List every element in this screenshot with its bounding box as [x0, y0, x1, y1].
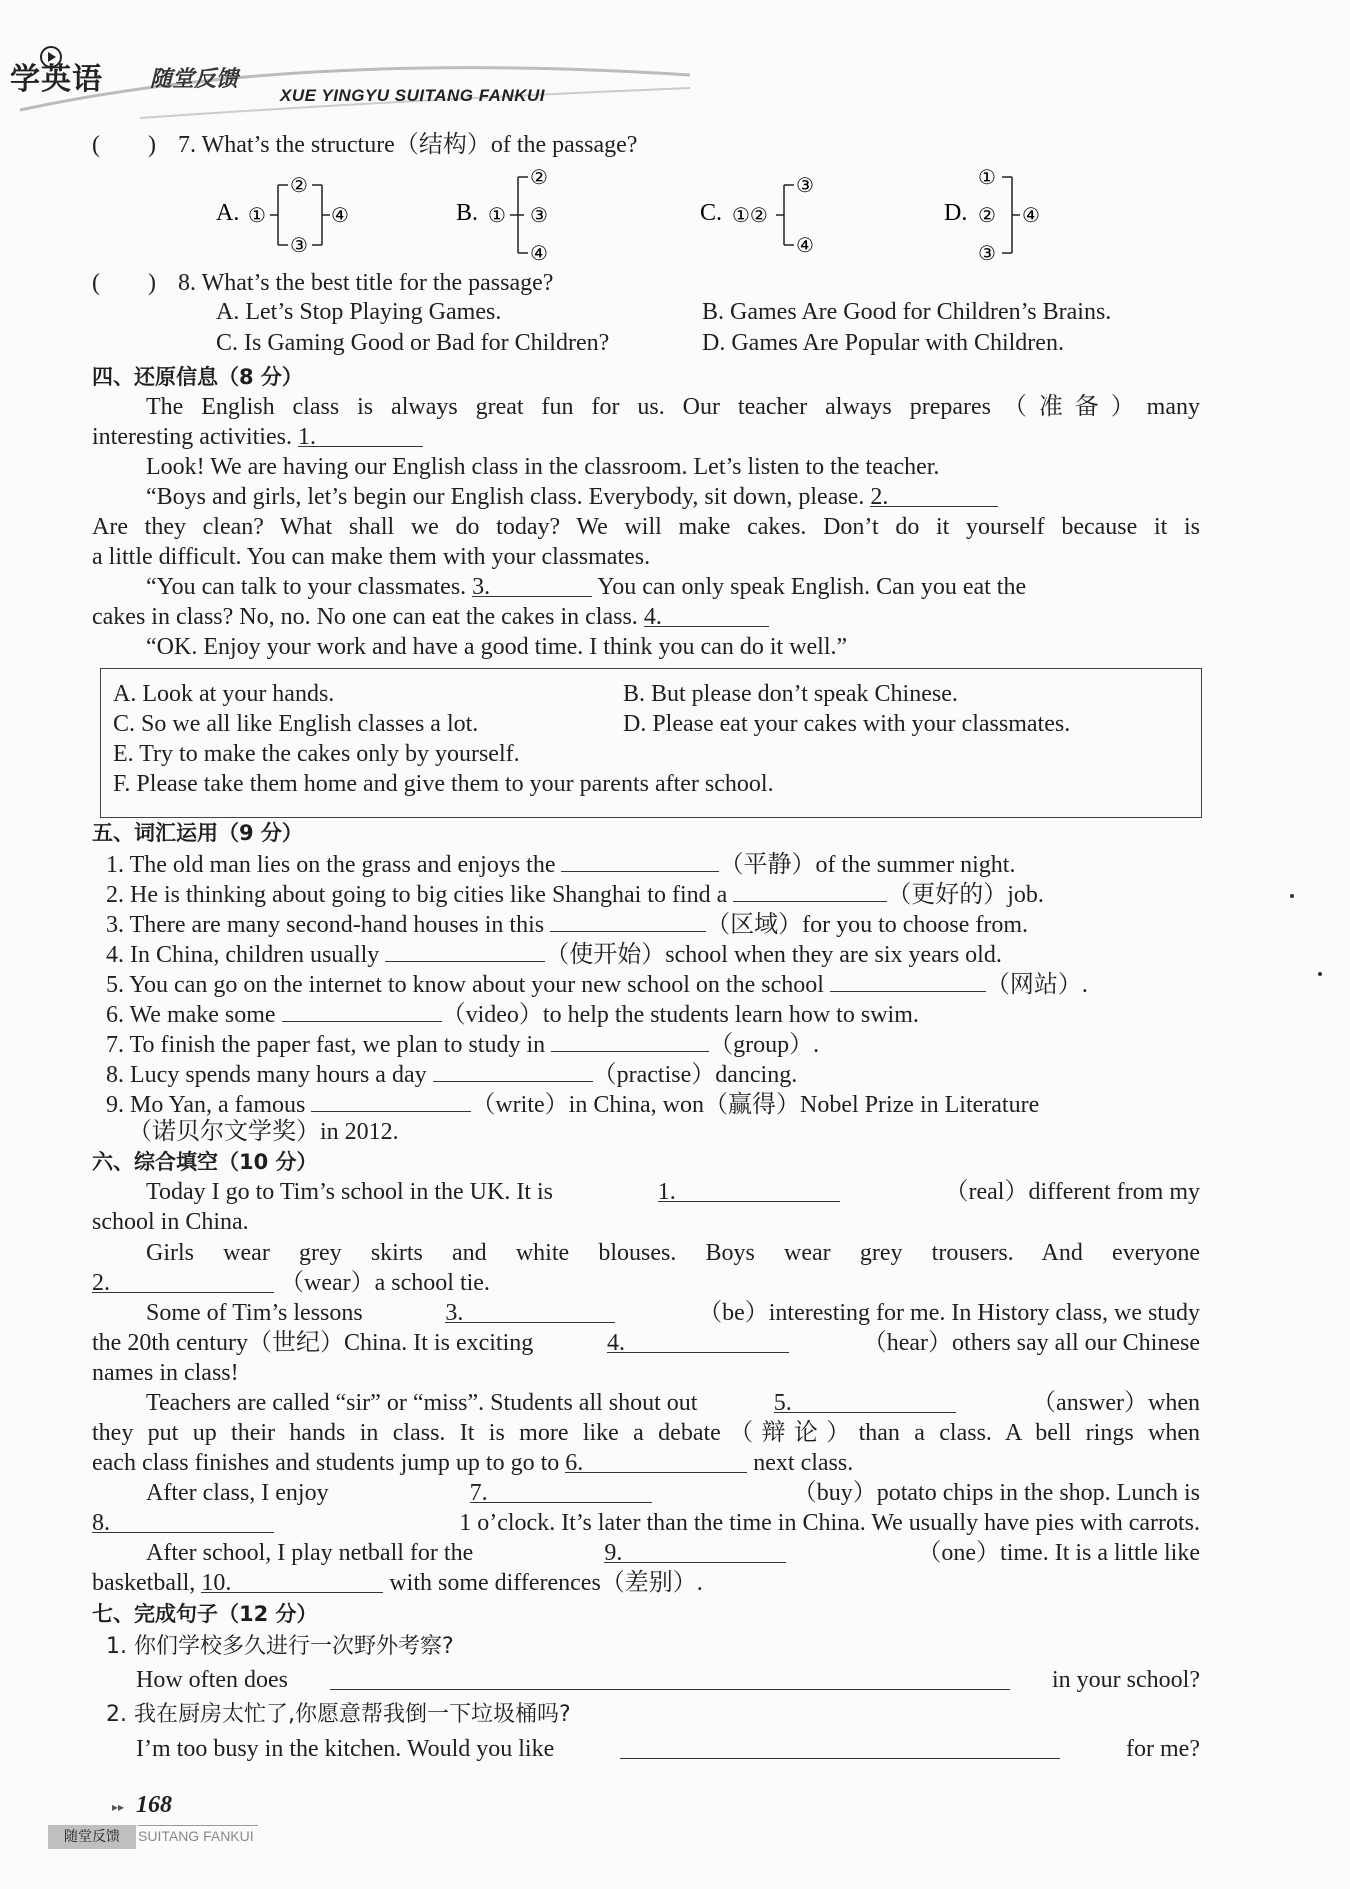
footer-badge: 随堂反馈 [48, 1825, 136, 1849]
blank-4[interactable]: 4. [644, 602, 769, 627]
s6-line-9: they put up their hands in class. It is more like a debate（辩论）than a class. A bell rings when [92, 1420, 1200, 1446]
cloze-blank-4[interactable]: 4. [607, 1328, 789, 1353]
option-a-diagram [216, 165, 396, 265]
circled-number: ①② [732, 203, 768, 227]
vocab-blank[interactable] [733, 877, 887, 902]
question-text: 7. What’s the structure（结构）of the passage? [178, 132, 638, 158]
s6-line-12: 8. 1 o’clock. It’s later than the time in China. We usually have pies with carrots. [92, 1510, 1200, 1536]
cloze-blank-6[interactable]: 6. [565, 1448, 747, 1473]
blank-2[interactable]: 2. [870, 482, 998, 507]
s4-line-3: Look! We are having our English class in the classroom. Let’s listen to the teacher. [146, 454, 940, 480]
circled-number: ① [248, 203, 266, 227]
circled-number: ② [978, 203, 996, 227]
sentence-2-en: I’m too busy in the kitchen. Would you like for me? [136, 1736, 1200, 1762]
circled-number: ③ [290, 233, 308, 257]
option-b-diagram [456, 165, 636, 265]
sentence-2-blank[interactable] [620, 1734, 1060, 1759]
s6-line-5: Some of Tim’s lessons 3. （be）interesting for me. In History class, we study [146, 1300, 1200, 1326]
option-b: B. But please don’t speak Chinese. [623, 681, 958, 707]
vocab-blank[interactable] [830, 967, 986, 992]
cloze-blank-3[interactable]: 3. [445, 1298, 615, 1323]
circled-number: ③ [530, 203, 548, 227]
vocab-blank[interactable] [433, 1057, 593, 1082]
circled-number: ④ [796, 233, 814, 257]
answer-paren[interactable]: ( ) [92, 270, 156, 296]
circled-number: ④ [1022, 203, 1040, 227]
section-4-title: 四、还原信息（8 分） [92, 365, 303, 389]
option-e: E. Try to make the cakes only by yourself. [113, 741, 520, 767]
s6-line-7: names in class! [92, 1360, 239, 1386]
vocab-item-5: 5. You can go on the internet to know about your new school on the school （网站）. [106, 967, 1088, 1000]
footer-divider [138, 1825, 258, 1826]
q8-option-c[interactable]: C. Is Gaming Good or Bad for Children? [216, 330, 610, 356]
vocab-blank[interactable] [551, 1027, 709, 1052]
page-arrows-icon: ▸▸ [112, 1800, 125, 1814]
options-box [100, 668, 1202, 818]
s6-line-2: school in China. [92, 1209, 249, 1235]
s4-line-9: “OK. Enjoy your work and have a good time. I think you can do it well.” [146, 634, 848, 660]
brand-title-cn: 学英语 [10, 62, 103, 97]
s4-line-2: interesting activities. 1. [92, 422, 423, 452]
s4-line-5: Are they clean? What shall we do today? We will make cakes. Don’t do it yourself because it is [92, 514, 1200, 540]
vocab-blank[interactable] [385, 937, 545, 962]
vocab-item-9-cont: （诺贝尔文学奖）in 2012. [128, 1119, 399, 1145]
s4-line-6: a little difficult. You can make them with your classmates. [92, 544, 651, 570]
section-6-title: 六、综合填空（10 分） [92, 1150, 318, 1174]
blank-1[interactable]: 1. [298, 422, 423, 447]
vocab-item-8: 8. Lucy spends many hours a day （practise）dancing. [106, 1057, 797, 1090]
cloze-blank-1[interactable]: 1. [658, 1177, 840, 1202]
vocab-blank[interactable] [561, 847, 719, 872]
option-label: C. [700, 200, 723, 226]
cloze-blank-2[interactable]: 2. [92, 1268, 274, 1293]
cloze-blank-7[interactable]: 7. [470, 1478, 652, 1503]
s6-line-8: Teachers are called “sir” or “miss”. Students all shout out 5. （answer）when [146, 1390, 1200, 1416]
circled-number: ① [978, 165, 996, 189]
vocab-blank[interactable] [311, 1087, 471, 1112]
stray-dot [1318, 972, 1322, 976]
question-8 [92, 268, 553, 298]
option-d-diagram [944, 165, 1124, 265]
vocab-item-2: 2. He is thinking about going to big cities like Shanghai to find a （更好的）job. [106, 877, 1044, 910]
footer-brand-en: SUITANG FANKUI [138, 1828, 254, 1844]
s4-line-7: “You can talk to your classmates. 3. You can only speak English. Can you eat the [146, 574, 1027, 600]
vocab-item-3: 3. There are many second-hand houses in this （区域）for you to choose from. [106, 907, 1028, 940]
option-label: D. [944, 200, 968, 226]
q8-option-d[interactable]: D. Games Are Popular with Children. [702, 330, 1064, 356]
stray-dot [1290, 894, 1294, 898]
question-text: 8. What’s the best title for the passage? [178, 270, 554, 296]
option-c: C. So we all like English classes a lot. [113, 711, 479, 737]
vocab-item-1: 1. The old man lies on the grass and enjoys the （平静）of the summer night. [106, 847, 1015, 880]
circled-number: ④ [331, 203, 349, 227]
s6-line-13: After school, I play netball for the 9. （one）time. It is a little like [146, 1540, 1200, 1566]
cloze-blank-8[interactable]: 8. [92, 1508, 274, 1533]
circled-number: ③ [796, 173, 814, 197]
sentence-1-cn: 1. 你们学校多久进行一次野外考察? [106, 1634, 454, 1659]
circled-number: ② [530, 165, 548, 189]
option-d: D. Please eat your cakes with your classmates. [623, 711, 1071, 737]
cloze-blank-10[interactable]: 10. [201, 1568, 383, 1593]
brand-title-en: XUE YINGYU SUITANG FANKUI [280, 86, 546, 105]
option-c-diagram [700, 165, 880, 265]
vocab-item-6: 6. We make some （video）to help the students learn how to swim. [106, 997, 919, 1030]
option-a: A. Look at your hands. [113, 681, 335, 707]
section-7-title: 七、完成句子（12 分） [92, 1602, 318, 1626]
brand-subtitle-cn: 随堂反馈 [150, 66, 239, 92]
s4-line-1: The English class is always great fun for us. Our teacher always prepares（准备）many [146, 394, 1200, 420]
question-7 [92, 130, 637, 160]
s6-line-11: After class, I enjoy 7. （buy）potato chips in the shop. Lunch is [146, 1480, 1200, 1506]
worksheet-page [92, 0, 1200, 1889]
sentence-1-blank[interactable] [330, 1665, 1010, 1690]
sentence-2-cn: 2. 我在厨房太忙了,你愿意帮我倒一下垃圾桶吗? [106, 1702, 571, 1727]
s6-line-1: Today I go to Tim’s school in the UK. It is 1. （real）different from my [146, 1179, 1200, 1205]
s6-line-4: 2. （wear）a school tie. [92, 1270, 490, 1296]
option-f: F. Please take them home and give them to your parents after school. [113, 771, 774, 797]
s6-line-14: basketball, 10. with some differences（差别）. [92, 1570, 703, 1596]
option-label: B. [456, 200, 479, 226]
q8-option-b[interactable]: B. Games Are Good for Children’s Brains. [702, 299, 1112, 325]
sentence-1-en: How often does in your school? [136, 1667, 1200, 1693]
vocab-item-4: 4. In China, children usually （使开始）school when they are six years old. [106, 937, 1002, 970]
s4-line-8: cakes in class? No, no. No one can eat the cakes in class. 4. [92, 602, 769, 632]
vocab-blank[interactable] [282, 997, 442, 1022]
cloze-blank-9[interactable]: 9. [604, 1538, 786, 1563]
circled-number: ④ [530, 241, 548, 265]
option-label: A. [216, 200, 240, 226]
answer-paren[interactable]: ( ) [92, 132, 156, 158]
q8-option-a[interactable]: A. Let’s Stop Playing Games. [216, 299, 502, 325]
page-number: 168 [136, 1792, 172, 1818]
blank-3[interactable]: 3. [472, 572, 592, 597]
vocab-item-7: 7. To finish the paper fast, we plan to study in （group）. [106, 1027, 819, 1060]
s6-line-6: the 20th century（世纪）China. It is exciting 4. （hear）others say all our Chinese [92, 1330, 1200, 1356]
circled-number: ③ [978, 241, 996, 265]
circled-number: ② [290, 173, 308, 197]
s6-line-10: each class finishes and students jump up to go to 6. next class. [92, 1450, 854, 1476]
vocab-item-9: 9. Mo Yan, a famous （write）in China, won（赢得）Nobel Prize in Literature [106, 1087, 1039, 1120]
s6-line-3: Girls wear grey skirts and white blouses. Boys wear grey trousers. And everyone [146, 1240, 1200, 1266]
circled-number: ① [488, 203, 506, 227]
section-5-title: 五、词汇运用（9 分） [92, 821, 303, 845]
vocab-blank[interactable] [550, 907, 706, 932]
cloze-blank-5[interactable]: 5. [774, 1388, 956, 1413]
s4-line-4: “Boys and girls, let’s begin our English class. Everybody, sit down, please. 2. [146, 482, 998, 512]
